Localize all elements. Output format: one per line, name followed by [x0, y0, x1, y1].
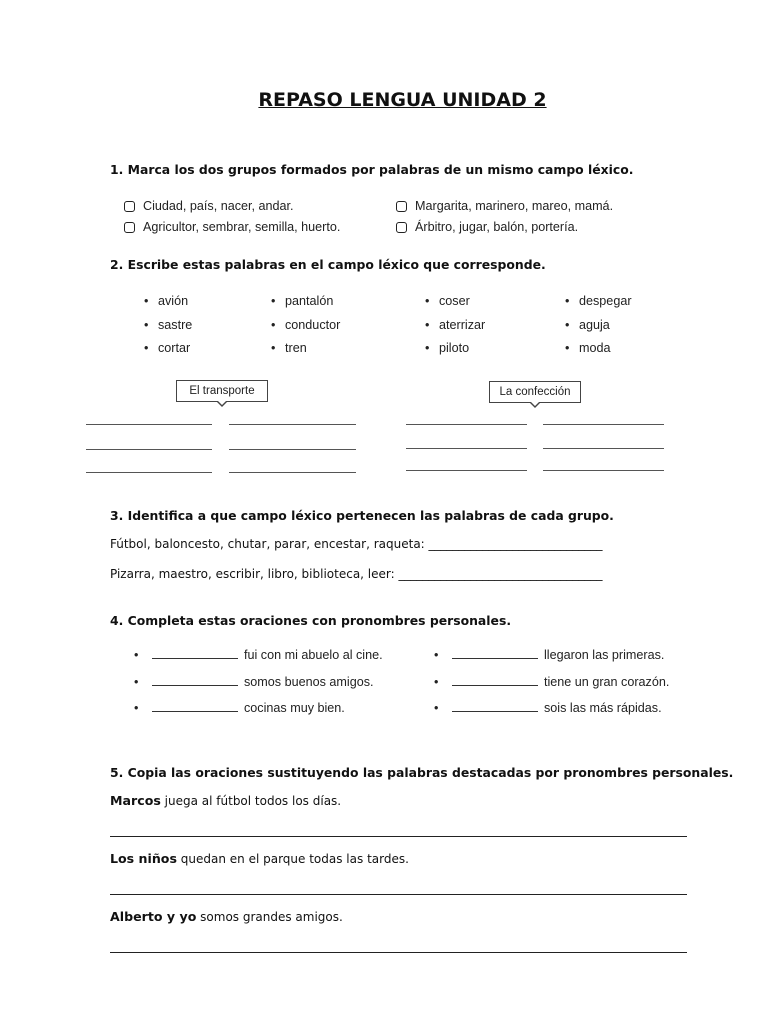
- checkbox-icon[interactable]: [124, 222, 135, 233]
- word-item: • despegar: [565, 294, 632, 308]
- word-item: • sastre: [144, 318, 193, 332]
- word-item: • pantalón: [271, 294, 334, 308]
- write-line[interactable]: [406, 470, 527, 471]
- question-1-heading: 1. Marca los dos grupos formados por palabras de un mismo campo léxico.: [110, 162, 634, 177]
- blank-field[interactable]: [452, 684, 538, 686]
- word-item: • conductor: [271, 318, 341, 332]
- sentence-2: Los niños quedan en el parque todas las tardes.: [110, 851, 409, 866]
- blank-field[interactable]: [152, 684, 238, 686]
- option-2-label: Margarita, marinero, mareo, mamá.: [415, 199, 614, 213]
- word-item: • piloto: [425, 341, 470, 355]
- write-line[interactable]: [406, 448, 527, 449]
- answer-line[interactable]: [110, 952, 687, 953]
- option-1-label: Ciudad, país, nacer, andar.: [143, 199, 294, 213]
- pronoun-sentence: • fui con mi abuelo al cine.: [134, 648, 383, 662]
- write-line[interactable]: [543, 448, 664, 449]
- write-line[interactable]: [86, 472, 212, 473]
- question-2-heading: 2. Escribe estas palabras en el campo léxico que corresponde.: [110, 257, 546, 272]
- answer-line[interactable]: [110, 836, 687, 837]
- blank-field[interactable]: [152, 657, 238, 659]
- blank-field[interactable]: [152, 710, 238, 712]
- checkbox-icon[interactable]: [124, 201, 135, 212]
- option-4-label: Árbitro, jugar, balón, portería.: [415, 220, 579, 234]
- highlighted-word: Los niños: [110, 851, 177, 866]
- tag-confection: La confección: [489, 381, 581, 403]
- write-line[interactable]: [86, 449, 212, 450]
- sentence-1: Marcos juega al fútbol todos los días.: [110, 793, 342, 808]
- write-line[interactable]: [229, 472, 356, 473]
- q3-line-1: Fútbol, baloncesto, chutar, parar, encestar, raqueta: _____________________________: [110, 537, 603, 551]
- word-item: • avión: [144, 294, 189, 308]
- word-item: • cortar: [144, 341, 191, 355]
- question-5-heading: 5. Copia las oraciones sustituyendo las palabras destacadas por pronombres personales.: [110, 765, 734, 780]
- option-3[interactable]: [124, 220, 340, 234]
- word-item: • moda: [565, 341, 611, 355]
- option-2[interactable]: [396, 199, 613, 213]
- checkbox-icon[interactable]: [396, 201, 407, 212]
- pronoun-sentence: • cocinas muy bien.: [134, 701, 345, 715]
- q3-line-2: Pizarra, maestro, escribir, libro, biblioteca, leer: __________________________________: [110, 567, 603, 581]
- highlighted-word: Marcos: [110, 793, 161, 808]
- pronoun-sentence: • sois las más rápidas.: [434, 701, 662, 715]
- checkbox-icon[interactable]: [396, 222, 407, 233]
- option-1[interactable]: [124, 199, 294, 213]
- pronoun-sentence: • tiene un gran corazón.: [434, 675, 670, 689]
- answer-line[interactable]: [110, 894, 687, 895]
- pronoun-sentence: • somos buenos amigos.: [134, 675, 374, 689]
- write-line[interactable]: [543, 424, 664, 425]
- option-3-label: Agricultor, sembrar, semilla, huerto.: [143, 220, 341, 234]
- tag-arrow-inner: [530, 401, 540, 406]
- sentence-3: Alberto y yo somos grandes amigos.: [110, 909, 343, 924]
- question-4-heading: 4. Completa estas oraciones con pronombres personales.: [110, 613, 512, 628]
- write-line[interactable]: [406, 424, 527, 425]
- tag-arrow-inner: [217, 400, 227, 405]
- write-line[interactable]: [543, 470, 664, 471]
- word-item: • coser: [425, 294, 470, 308]
- blank-field[interactable]: [452, 710, 538, 712]
- write-line[interactable]: [229, 449, 356, 450]
- word-item: • aguja: [565, 318, 610, 332]
- blank-field[interactable]: [452, 657, 538, 659]
- pronoun-sentence: • llegaron las primeras.: [434, 648, 665, 662]
- word-item: • aterrizar: [425, 318, 486, 332]
- highlighted-word: Alberto y yo: [110, 909, 197, 924]
- page-title: REPASO LENGUA UNIDAD 2: [258, 89, 547, 111]
- question-3-heading: 3. Identifica a que campo léxico pertenecen las palabras de cada grupo.: [110, 508, 614, 523]
- word-item: • tren: [271, 341, 307, 355]
- option-4[interactable]: [396, 220, 578, 234]
- write-line[interactable]: [86, 424, 212, 425]
- write-line[interactable]: [229, 424, 356, 425]
- tag-transport: El transporte: [176, 380, 268, 402]
